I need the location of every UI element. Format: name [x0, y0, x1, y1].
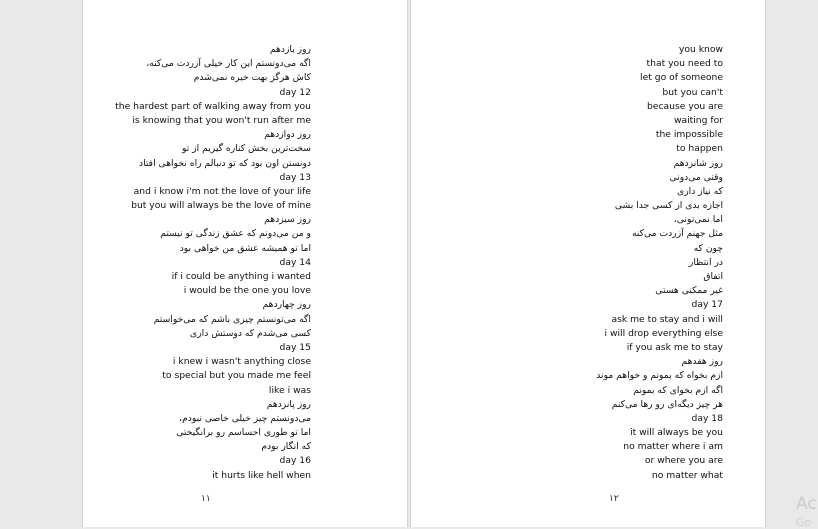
text-line: is knowing that you won't run after me	[132, 114, 311, 126]
text-line: روز چهاردهم	[262, 299, 311, 311]
activation-watermark: Ac	[796, 494, 817, 514]
text-line: اگه ازم بخوای که بمونم	[633, 384, 723, 396]
activation-watermark-subtext: Go	[796, 516, 812, 529]
text-line: مثل جهنم آزردت می‌کنه	[631, 228, 723, 240]
text-line: it hurts like hell when	[212, 469, 311, 481]
text-line: در انتظار	[688, 256, 723, 268]
text-line: i will drop everything else	[604, 327, 723, 339]
text-line: and i know i'm not the love of your life	[133, 185, 311, 197]
text-line: the impossible	[655, 129, 723, 141]
text-line: day 15	[279, 341, 311, 353]
text-line: day 18	[691, 412, 723, 424]
text-line: روز دوازدهم	[264, 129, 311, 141]
text-line: day 12	[279, 86, 311, 98]
text-line: وقتی می‌دونی	[669, 171, 723, 183]
text-line: چون که	[693, 242, 723, 254]
text-line: روز شانزدهم	[673, 157, 723, 169]
text-line: و من می‌دونم که عشق زندگی تو نیستم	[160, 228, 311, 240]
text-line: day 14	[279, 256, 311, 268]
page-number: ۱۱	[201, 494, 211, 504]
text-line: if i could be anything i wanted	[171, 271, 311, 282]
text-line: هر چیز دیگه‌ای رو رها می‌کنم	[611, 398, 723, 410]
text-line: to happen	[676, 143, 723, 155]
page-11	[82, 0, 408, 527]
page-11-text	[115, 43, 311, 483]
text-line: day 17	[691, 299, 723, 311]
text-line: it will always be you	[630, 427, 723, 439]
text-line: let go of someone	[640, 72, 723, 84]
text-line: day 16	[279, 455, 311, 467]
text-line: روز یازدهم	[269, 44, 311, 55]
text-line: روز پانزدهم	[266, 398, 311, 410]
text-line: day 13	[279, 171, 311, 183]
text-line: دونستن اون بود که تو دنبالم راه نخواهی افتاد	[139, 157, 311, 169]
text-line: waiting for	[673, 114, 723, 126]
text-line: می‌دونستم چیز خیلی خاصی نبودم،	[179, 412, 311, 424]
text-line: روز سیزدهم	[264, 214, 311, 226]
text-line: کاش هرگز بهت خیره نمی‌شدم	[193, 72, 311, 84]
page-12	[410, 0, 766, 527]
text-line: اجازه بدی از کسی جدا بشی	[614, 200, 723, 212]
text-line: اگه می‌تونستم چیزی باشم که می‌خواستم	[153, 313, 311, 325]
text-line: اما تو طوری احساسم رو برانگیختی	[176, 427, 311, 439]
text-line: روز هفدهم	[681, 356, 723, 368]
text-line: اما نمی‌تونی،	[673, 214, 723, 226]
text-line: i would be the one you love	[183, 285, 311, 297]
text-line: but you can't	[662, 86, 723, 98]
page-12-text	[596, 43, 723, 483]
text-line: که انگار بودم	[261, 441, 311, 453]
text-line: no matter what	[651, 469, 723, 481]
text-line: اما تو همیشه عشق من خواهی بود	[179, 242, 311, 254]
text-line: ask me to stay and i will	[611, 313, 723, 325]
text-line: if you ask me to stay	[626, 341, 723, 353]
page-number: ۱۲	[609, 494, 619, 504]
text-line: کسی می‌شدم که دوستش داری	[190, 327, 311, 339]
text-line: اگه می‌دونستم این کار خیلی آزردت می‌کنه،	[146, 58, 311, 70]
text-line: the hardest part of walking away from you	[115, 100, 311, 112]
text-line: سخت‌ترین بخش کناره گیریم از تو	[181, 143, 311, 155]
text-line: no matter where i am	[623, 441, 723, 453]
text-line: because you are	[646, 100, 723, 112]
text-line: غیر ممکنی هستی	[655, 285, 723, 297]
text-line: you know	[678, 44, 723, 55]
text-line: ازم بخواه که بمونم و خواهم موند	[596, 370, 723, 382]
text-line: but you will always be the love of mine	[131, 200, 311, 212]
text-line: اتفاق	[703, 271, 723, 282]
text-line: like i was	[268, 384, 311, 396]
text-line: i knew i wasn't anything close	[172, 356, 311, 368]
text-line: or where you are	[644, 455, 723, 467]
text-line: that you need to	[646, 58, 723, 70]
text-line: که نیاز داری	[677, 185, 723, 197]
text-line: to special but you made me feel	[162, 370, 311, 382]
